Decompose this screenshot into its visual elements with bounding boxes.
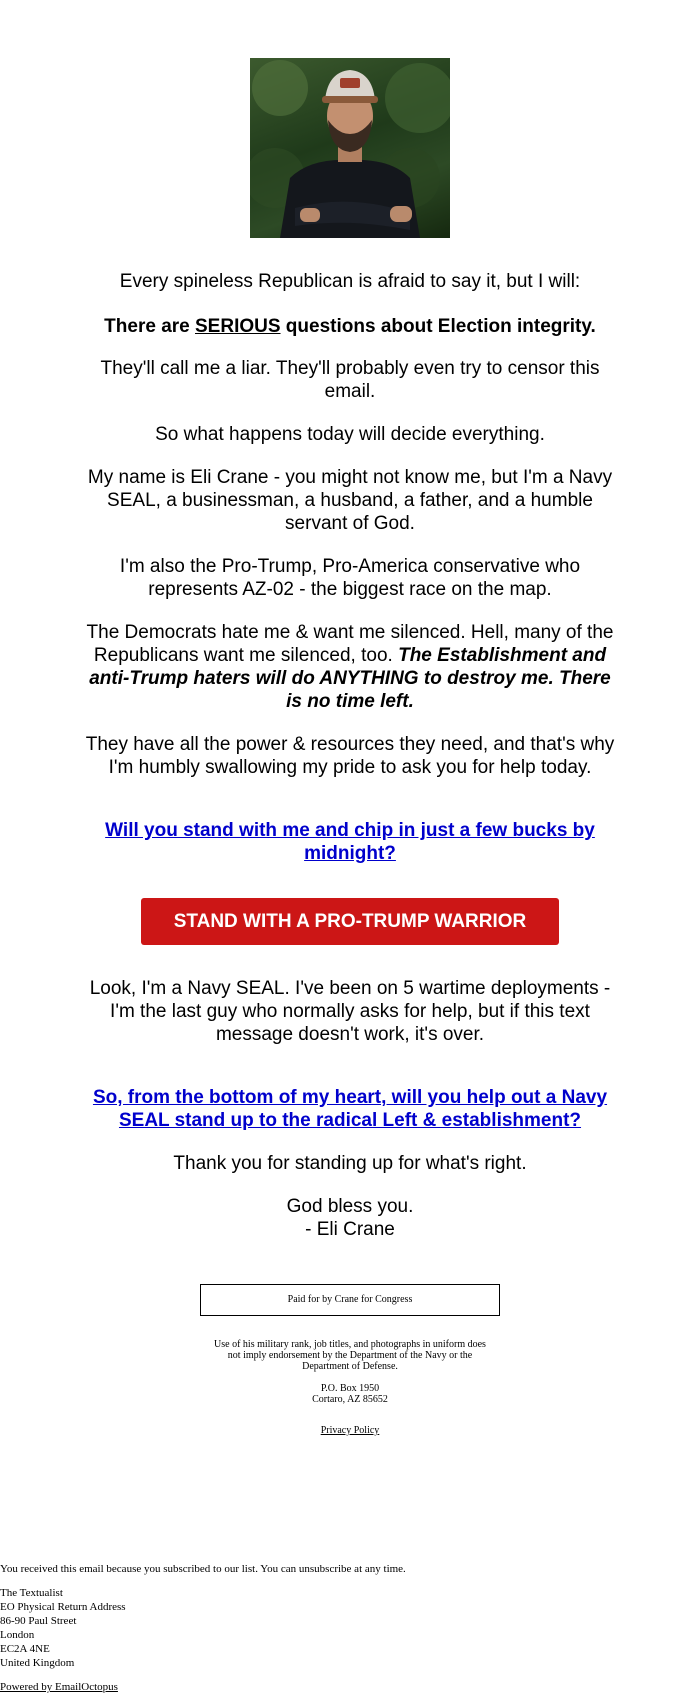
stand-with-warrior-button[interactable]: STAND WITH A PRO-TRUMP WARRIOR (141, 898, 559, 945)
censor-paragraph: They'll call me a liar. They'll probably even try to censor this email. (100, 358, 600, 402)
god-bless-line: God bless you. (286, 1196, 414, 1217)
subscription-notice: You received this email because you subscribed to our list. You can unsubscribe at any time. (0, 1563, 406, 1575)
privacy-container (0, 1425, 700, 1436)
powered-by-link[interactable]: Powered by EmailOctopus (0, 1681, 118, 1693)
chip-in-link[interactable]: Will you stand with me and chip in just a few bucks by midnight? (105, 820, 595, 864)
intro-paragraph: Every spineless Republican is afraid to say it, but I will: (119, 271, 581, 292)
sender-address (0, 1586, 406, 1670)
address-line-1: P.O. Box 1950 (320, 1383, 380, 1394)
democrats-paragraph (80, 621, 620, 713)
today-paragraph: So what happens today will decide everything. (155, 424, 545, 445)
resources-paragraph: They have all the power & resources they need, and that's why I'm humbly swallowing my pride to ask you for help today. (85, 734, 615, 778)
signoff-paragraph (80, 1195, 620, 1241)
headline-paragraph (80, 315, 620, 338)
establishment-emphasis: The Establishment and anti-Trump haters will do ANYTHING to destroy me. There is no time left. (89, 645, 611, 712)
message-column (80, 270, 620, 865)
thank-you-paragraph: Thank you for standing up for what's right. (173, 1153, 527, 1174)
help-navy-seal-link[interactable]: So, from the bottom of my heart, will you help out a Navy SEAL stand up to the radical Left & establishment? (92, 1087, 608, 1131)
powered-container (0, 1680, 406, 1694)
democrats-plain: The Democrats hate me & want me silenced. Hell, many of the Republicans want me silenced, too. (86, 622, 614, 666)
sender-org: The Textualist (0, 1587, 63, 1599)
navy-seal-paragraph: Look, I'm a Navy SEAL. I've been on 5 wartime deployments - I'm the last guy who normally asks for help, but if this text message doesn't work, it's over. (89, 978, 611, 1045)
sender-line-6: United Kingdom (0, 1657, 75, 1669)
paid-for-box: Paid for by Crane for Congress (200, 1284, 500, 1316)
address-line-2: Cortaro, AZ 85652 (312, 1394, 388, 1405)
sender-line-2: EO Physical Return Address (0, 1601, 126, 1613)
military-disclaimer: Use of his military rank, job titles, and photographs in uniform does not imply endorsement by the Department of the Navy or the Department of Defense. (214, 1339, 486, 1372)
sender-line-4: London (0, 1629, 35, 1641)
sender-line-5: EC2A 4NE (0, 1643, 50, 1655)
portrait-photo (250, 58, 450, 238)
district-paragraph: I'm also the Pro-Trump, Pro-America conservative who represents AZ-02 - the biggest race on the map. (119, 556, 581, 600)
list-footer (0, 1562, 406, 1694)
sender-line-3: 86-90 Paul Street (0, 1615, 77, 1627)
introduction-paragraph: My name is Eli Crane - you might not know me, but I'm a Navy SEAL, a businessman, a husband, a father, and a humble servant of God. (87, 467, 613, 534)
message-column-2 (80, 977, 620, 1241)
headline-pre: There are (104, 316, 195, 337)
mailing-address (0, 1383, 700, 1405)
cta-container (0, 898, 700, 945)
privacy-policy-link[interactable]: Privacy Policy (320, 1425, 380, 1436)
portrait-photo-icon (250, 58, 450, 238)
headline-emphasis: SERIOUS (195, 316, 281, 337)
headline-post: questions about Election integrity. (280, 316, 596, 337)
signature-line: - Eli Crane (305, 1219, 395, 1240)
